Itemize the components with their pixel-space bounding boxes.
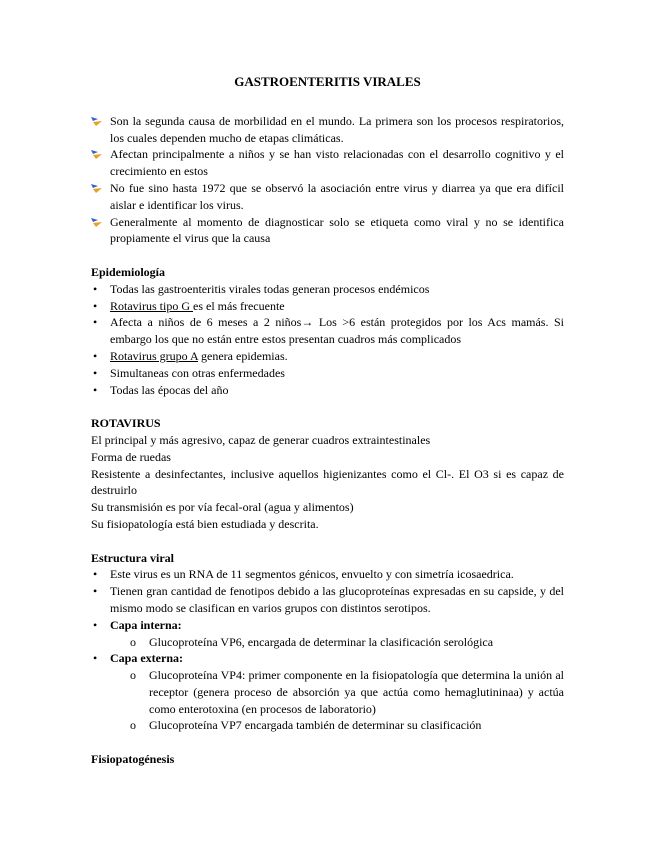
rotavirus-line: Forma de ruedas — [91, 449, 171, 464]
estructura-heading: Estructura viral — [91, 550, 174, 565]
bullet-dot-icon: • — [93, 382, 98, 397]
rotavirus-line: El principal y más agresivo, capaz de generar cuadros extraintestinales — [91, 432, 431, 447]
arrow-bullet-icon — [91, 149, 103, 160]
bullet-dot-icon: • — [93, 348, 98, 363]
bullet-dot-icon: • — [93, 315, 98, 330]
list-item: • Rotavirus tipo G es el más frecuente — [93, 298, 285, 313]
bullet-circle-icon: o — [130, 634, 136, 649]
bullet-dot-icon: • — [93, 365, 98, 380]
rotavirus-line: Resistente a desinfectantes, inclusive aquellos higienizantes como el Cl-. El O3 si es capaz de destruirlo — [91, 466, 564, 498]
list-item: o Glucoproteína VP4: primer componente en la fisiopatología que determina la unión al receptor (genera proceso de absorción ya que actúa como hemaglutininaa) y actúa como enterotoxina (en procesos de laboratorio) — [130, 668, 564, 716]
bullet-dot-icon: • — [93, 617, 98, 632]
list-item: • Este virus es un RNA de 11 segmentos génicos, envuelto y con simetría icosaedrica. — [93, 567, 514, 582]
capa-interna-label: Capa interna: — [110, 617, 182, 632]
capa-interna-list — [91, 634, 564, 651]
list-item: Afectan principalmente a niños y se han visto relacionadas con el desarrollo cognitivo y el crecimiento en estos — [91, 146, 564, 180]
list-item: • Todas las épocas del año — [93, 382, 229, 397]
bullet-circle-icon: o — [130, 668, 136, 683]
capa-externa-list — [91, 667, 564, 734]
bullet-dot-icon: • — [93, 281, 98, 296]
rotavirus-line: Su fisiopatología está bien estudiada y descrita. — [91, 516, 319, 531]
list-item: • Todas las gastroenteritis virales todas generan procesos endémicos — [93, 281, 430, 296]
list-item: • Rotavirus grupo A genera epidemias. — [93, 348, 288, 363]
arrow-bullet-icon — [91, 183, 103, 194]
epidemiologia-list — [91, 281, 564, 399]
list-item: Son la segunda causa de morbilidad en el mundo. La primera son los procesos respiratorios, los cuales dependen mucho de etapas climáticas. — [91, 113, 564, 147]
list-item: • Tienen gran cantidad de fenotipos debido a las glucoproteínas expresadas en su capside, y del mismo modo se clasifican en varios grupos con distintos serotipos. — [93, 584, 564, 615]
list-item — [91, 650, 564, 667]
list-item — [91, 617, 564, 634]
bullet-circle-icon: o — [130, 718, 136, 733]
fisiopatogenesis-heading: Fisiopatogénesis — [91, 752, 175, 767]
document-page — [91, 72, 564, 768]
arrow-bullet-icon — [91, 217, 103, 228]
list-item: No fue sino hasta 1972 que se observó la asociación entre virus y diarrea ya que era difícil aislar e identificar los virus. — [91, 180, 564, 214]
document-title: GASTROENTERITIS VIRALES — [234, 74, 421, 89]
list-item: o Glucoproteína VP6, encargada de determinar la clasificación serológica — [130, 634, 494, 649]
list-item: Generalmente al momento de diagnosticar solo se etiqueta como viral y no se identifica propiamente el virus que la causa — [91, 214, 564, 248]
estructura-list — [91, 566, 564, 633]
capa-externa-label: Capa externa: — [110, 651, 183, 666]
list-item: • Afecta a niños de 6 meses a 2 niños→ Los >6 están protegidos por los Acs mamás. Si embargo los que no están entre estos presentan cuadros más complicados — [93, 315, 564, 347]
bullet-dot-icon: • — [93, 567, 98, 582]
list-item: • Simultaneas con otras enfermedades — [93, 365, 285, 380]
epidemiologia-heading: Epidemiología — [91, 264, 166, 279]
rotavirus-line: Su transmisión es por vía fecal-oral (agua y alimentos) — [91, 500, 354, 515]
list-item: o Glucoproteína VP7 encargada también de determinar su clasificación — [130, 718, 482, 733]
arrow-bullet-icon — [91, 116, 103, 127]
bullet-dot-icon: • — [93, 298, 98, 313]
bullet-dot-icon: • — [93, 651, 98, 666]
arrow-right-icon: → — [301, 315, 314, 330]
intro-list — [91, 113, 564, 247]
bullet-dot-icon: • — [93, 584, 98, 599]
rotavirus-heading: ROTAVIRUS — [91, 416, 161, 431]
